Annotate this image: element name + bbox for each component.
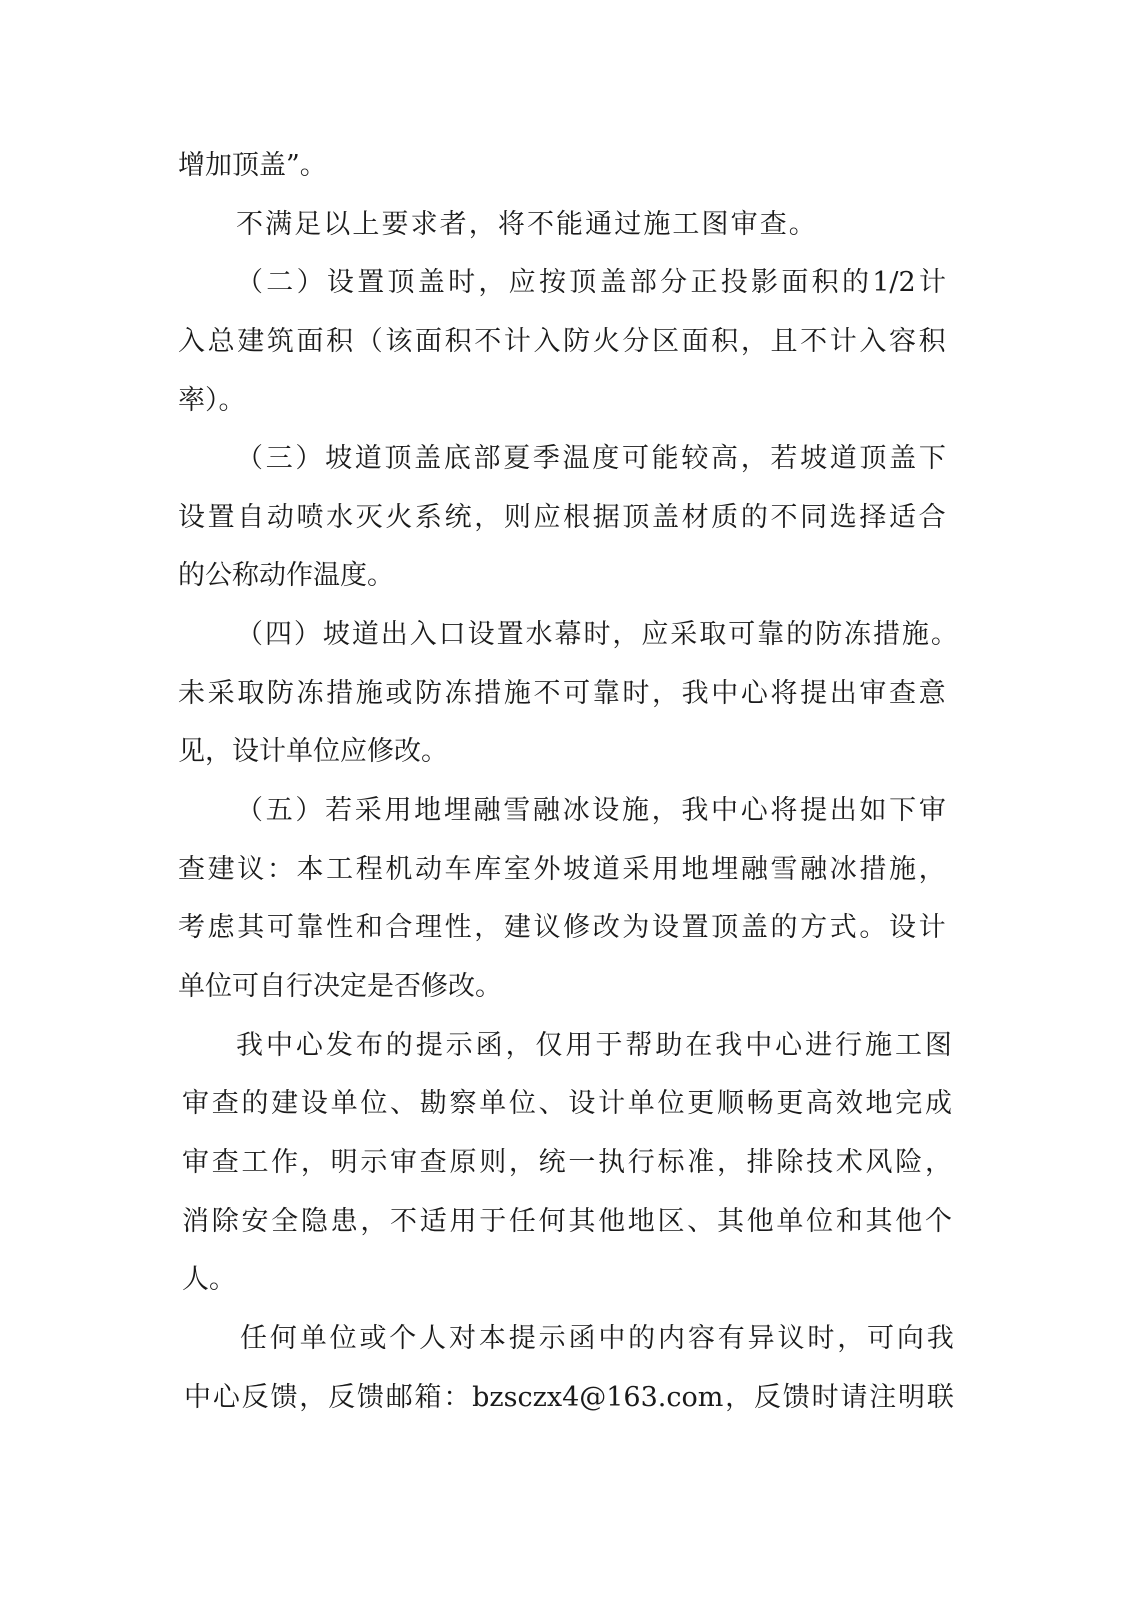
text-line-11: 见，设计单位应修改。	[178, 736, 448, 767]
text-line-19: 消 除 安 全 隐 患 ， 不 适 用 于 任 何 其 他 地 区 、 其 他 单 位 和 其 他 个	[182, 1206, 952, 1237]
text-line-22: 中 心 反 馈 ， 反 馈 邮 箱 ： bzsczx4@163.com ， 反 馈 时 请 注 明 联	[184, 1382, 954, 1413]
text-line-8: 的公称动作温度。	[178, 560, 394, 591]
text-line-9: （ 四 ） 坡 道 出 入 口 设 置 水 幕 时 ， 应 采 取 可 靠 的 防 冻 措 施 。	[236, 619, 958, 650]
text-line-3: （ 二 ） 设 置 顶 盖 时 ， 应 按 顶 盖 部 分 正 投 影 面 积 的 1/2 计	[236, 267, 946, 298]
text-line-14: 考 虑 其 可 靠 性 和 合 理 性 ， 建 议 修 改 为 设 置 顶 盖 的 方 式 。 设 计	[178, 912, 946, 943]
text-line-4: 入 总 建 筑 面 积 （ 该 面 积 不 计 入 防 火 分 区 面 积 ， 且 不 计 入 容 积	[178, 326, 946, 357]
text-line-12: （ 五 ） 若 采 用 地 埋 融 雪 融 冰 设 施 ， 我 中 心 将 提 出 如 下 审	[236, 795, 946, 826]
text-line-2: 不 满 足 以 上 要 求 者 ， 将 不 能 通 过 施 工 图 审 查 。	[236, 209, 816, 240]
text-line-1: 增加顶盖”。	[178, 150, 327, 181]
text-line-18: 审 查 工 作 ， 明 示 审 查 原 则 ， 统 一 执 行 标 准 ， 排 除 技 术 风 险 ，	[182, 1147, 952, 1178]
text-line-17: 审 查 的 建 设 单 位 、 勘 察 单 位 、 设 计 单 位 更 顺 畅 更 高 效 地 完 成	[182, 1088, 952, 1119]
text-line-7: 设 置 自 动 喷 水 灭 火 系 统 ， 则 应 根 据 顶 盖 材 质 的 不 同 选 择 适 合	[178, 502, 946, 533]
text-line-13: 查 建 议 ： 本 工 程 机 动 车 库 室 外 坡 道 采 用 地 埋 融 雪 融 冰 措 施 ，	[178, 854, 946, 885]
text-line-21: 任 何 单 位 或 个 人 对 本 提 示 函 中 的 内 容 有 异 议 时 ， 可 向 我	[240, 1323, 954, 1354]
text-line-6: （ 三 ） 坡 道 顶 盖 底 部 夏 季 温 度 可 能 较 高 ， 若 坡 道 顶 盖 下	[236, 443, 946, 474]
text-line-15: 单位可自行决定是否修改。	[178, 971, 502, 1002]
text-line-10: 未 采 取 防 冻 措 施 或 防 冻 措 施 不 可 靠 时 ， 我 中 心 将 提 出 审 查 意	[178, 678, 946, 709]
text-line-20: 人。	[182, 1264, 236, 1295]
text-line-5: 率）。	[178, 385, 246, 416]
text-line-16: 我 中 心 发 布 的 提 示 函 ， 仅 用 于 帮 助 在 我 中 心 进 行 施 工 图	[236, 1030, 952, 1061]
